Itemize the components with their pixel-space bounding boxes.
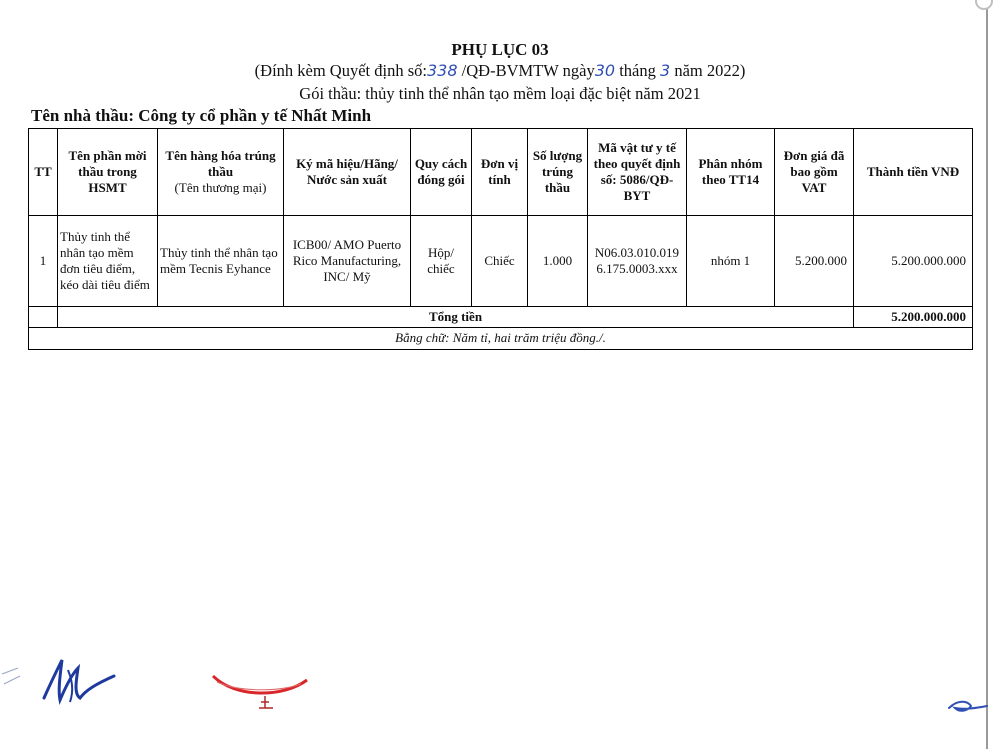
decision-code: /QĐ-BVMTW ngày bbox=[461, 61, 595, 80]
decision-line bbox=[0, 61, 1000, 81]
contractor-name: Tên nhà thầu: Công ty cổ phần y tế Nhất Minh bbox=[31, 106, 372, 125]
cell-quantity: 1.000 bbox=[528, 216, 588, 307]
cell-unit: Chiếc bbox=[472, 216, 528, 307]
stamp-red-partial bbox=[205, 668, 315, 713]
header-quantity: Số lượng trúng thầu bbox=[528, 129, 588, 216]
table-header-row bbox=[29, 129, 973, 216]
cell-price: 5.200.000 bbox=[775, 216, 854, 307]
cell-packing: Hộp/ chiếc bbox=[411, 216, 472, 307]
decision-month-handwritten: 3 bbox=[660, 61, 671, 80]
award-table bbox=[28, 128, 973, 350]
total-row bbox=[29, 307, 973, 328]
decision-day-handwritten: 30 bbox=[594, 61, 616, 80]
initial-mark-right bbox=[945, 696, 990, 718]
header-unit: Đơn vị tính bbox=[472, 129, 528, 216]
page-corner-mark bbox=[975, 0, 993, 10]
cell-amount: 5.200.000.000 bbox=[854, 216, 973, 307]
total-label: Tổng tiền bbox=[58, 307, 854, 328]
amount-in-words-row bbox=[29, 328, 973, 349]
header-goods-label: Tên hàng hóa trúng thầu bbox=[165, 147, 276, 179]
header-goods bbox=[158, 129, 284, 216]
cell-code: N06.03.010.019 6.175.0003.xxx bbox=[588, 216, 687, 307]
decision-number-handwritten: 338 bbox=[426, 61, 458, 80]
total-empty bbox=[29, 307, 58, 328]
cell-model: ICB00/ AMO Puerto Rico Manufacturing, INC/ Mỹ bbox=[284, 216, 411, 307]
appendix-title: PHỤ LỤC 03 bbox=[451, 40, 549, 59]
page-edge bbox=[986, 0, 988, 749]
header-packing: Quy cách đóng gói bbox=[411, 129, 472, 216]
header-price: Đơn giá đã bao gồm VAT bbox=[775, 129, 854, 216]
signature-mark-left bbox=[0, 650, 130, 710]
cell-group: nhóm 1 bbox=[687, 216, 775, 307]
cell-tt: 1 bbox=[29, 216, 58, 307]
header-tt: TT bbox=[29, 129, 58, 216]
total-amount: 5.200.000.000 bbox=[854, 307, 973, 328]
header-goods-sub: (Tên thương mại) bbox=[174, 180, 267, 196]
table-row bbox=[29, 216, 973, 307]
cell-part: Thủy tinh thể nhân tạo mềm đơn tiêu điểm, kéo dài tiêu điểm bbox=[58, 216, 158, 307]
amount-in-words: Bằng chữ: Năm tỉ, hai trăm triệu đồng./. bbox=[29, 328, 973, 349]
month-label: tháng bbox=[619, 61, 656, 80]
header-part: Tên phần mời thầu trong HSMT bbox=[58, 129, 158, 216]
header-code: Mã vật tư y tế theo quyết định số: 5086/QĐ-BYT bbox=[588, 129, 687, 216]
package-name: Gói thầu: thủy tinh thể nhân tạo mềm loại đặc biệt năm 2021 bbox=[299, 84, 701, 103]
header-amount: Thành tiền VNĐ bbox=[854, 129, 973, 216]
header-model: Ký mã hiệu/Hãng/ Nước sản xuất bbox=[284, 129, 411, 216]
decision-year: năm 2022) bbox=[674, 61, 746, 80]
cell-goods: Thủy tinh thể nhân tạo mềm Tecnis Eyhance bbox=[158, 216, 284, 307]
header-group: Phân nhóm theo TT14 bbox=[687, 129, 775, 216]
decision-prefix: (Đính kèm Quyết định số: bbox=[254, 61, 427, 80]
